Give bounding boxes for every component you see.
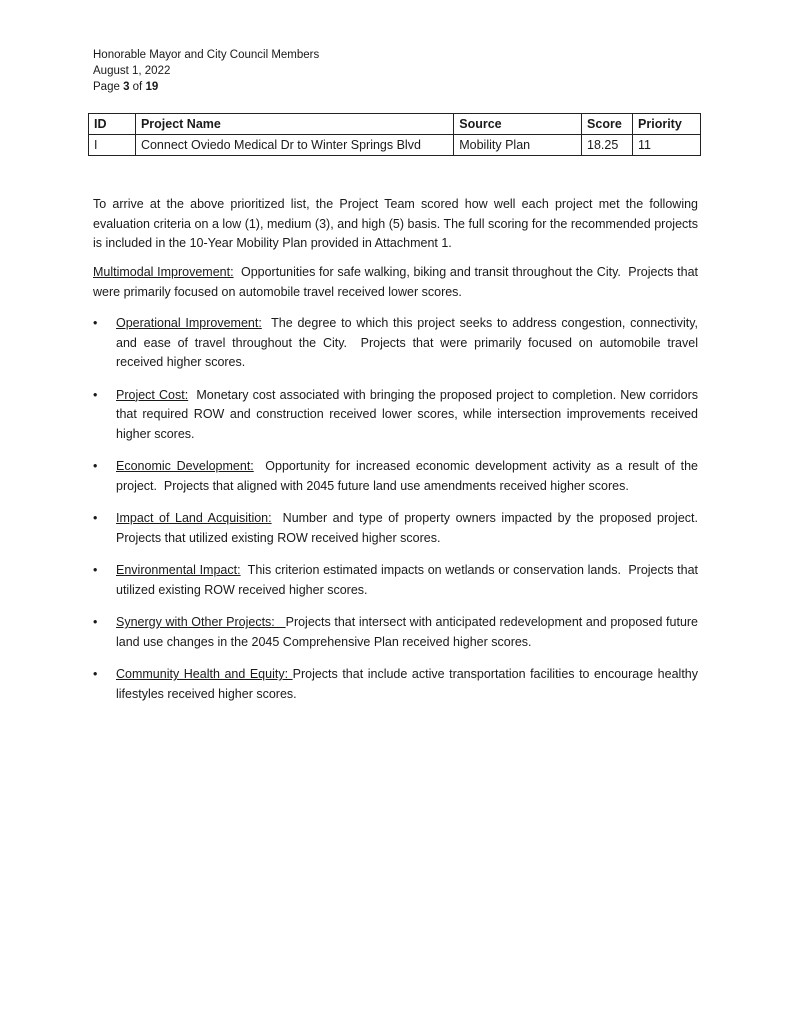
cell-source: Mobility Plan bbox=[454, 135, 582, 156]
list-item bbox=[93, 386, 702, 445]
list-item bbox=[93, 613, 698, 652]
cell-id: I bbox=[89, 135, 136, 156]
multimodal-paragraph bbox=[93, 263, 702, 302]
cell-priority: 11 bbox=[633, 135, 701, 156]
criterion-title: Economic Development: bbox=[116, 459, 254, 473]
list-item bbox=[93, 314, 702, 373]
criterion-text: Opportunity for increased economic development activity as a result of the project. Projects that aligned with 2045 future land use amendments received higher scores. bbox=[116, 459, 702, 493]
column-header-id: ID bbox=[89, 114, 136, 135]
table-row bbox=[89, 135, 701, 156]
bullet-icon: • bbox=[93, 387, 98, 402]
list-item bbox=[93, 457, 702, 496]
column-header-score: Score bbox=[582, 114, 633, 135]
criteria-list bbox=[93, 314, 705, 717]
criterion-title: Environmental Impact: bbox=[116, 563, 241, 577]
bullet-icon: • bbox=[93, 563, 98, 577]
criterion-text: Monetary cost associated with bringing the proposed project to completion. New corridors that required ROW and construction received lower scores, while intersection improvements received higher scores. bbox=[116, 387, 702, 441]
bullet-icon: • bbox=[93, 511, 98, 525]
criterion-title: Impact of Land Acquisition: bbox=[116, 511, 272, 525]
criterion-text: Projects that include active transportation facilities to encourage healthy lifestyles received higher scores. bbox=[116, 667, 698, 701]
criterion-title: Operational Improvement: bbox=[116, 316, 262, 330]
criterion-text: This criterion estimated impacts on wetlands or conservation lands. Projects that utilized existing ROW received higher scores. bbox=[116, 563, 702, 597]
recipient-line: Honorable Mayor and City Council Members bbox=[93, 49, 320, 61]
criterion-title: Project Cost: bbox=[116, 387, 189, 402]
page-number-line: Page 3 of 19 bbox=[93, 81, 159, 93]
list-item bbox=[93, 665, 698, 704]
criterion-text: Number and type of property owners impacted by the proposed project. Projects that utilized existing ROW received higher scores. bbox=[116, 511, 705, 545]
criterion-title: Synergy with Other Projects: bbox=[116, 615, 286, 629]
bullet-icon: • bbox=[93, 667, 98, 681]
intro-paragraph: To arrive at the above prioritized list, the Project Team scored how well each project met the following evaluation criteria on a low (1), medium (3), and high (5) basis. The full scoring for the recommended projects is included in the 10-Year Mobility Plan provided in Attachment 1. bbox=[93, 197, 698, 250]
column-header-project-name: Project Name bbox=[135, 114, 453, 135]
list-item bbox=[93, 509, 705, 548]
column-header-priority: Priority bbox=[633, 114, 701, 135]
cell-score: 18.25 bbox=[582, 135, 633, 156]
column-header-source: Source bbox=[454, 114, 582, 135]
letter-header bbox=[93, 47, 319, 95]
criterion-text: Opportunities for safe walking, biking and transit throughout the City. Projects that were primarily focused on automobile travel received lower scores. bbox=[93, 265, 702, 299]
project-table bbox=[88, 113, 701, 156]
table-header-row bbox=[89, 114, 701, 135]
criterion-title: Community Health and Equity: bbox=[116, 667, 293, 681]
page-current: 3 bbox=[123, 81, 130, 93]
list-item bbox=[93, 561, 702, 600]
bullet-icon: • bbox=[93, 615, 98, 629]
page-total: 19 bbox=[145, 81, 159, 93]
date-line: August 1, 2022 bbox=[93, 65, 171, 77]
criterion-text: Projects that intersect with anticipated redevelopment and proposed future land use changes in the 2045 Comprehensive Plan received higher scores. bbox=[116, 615, 699, 649]
criterion-text: The degree to which this project seeks to address congestion, connectivity, and ease of travel throughout the City. Projects that were primarily focused on automobile travel received higher scores. bbox=[116, 316, 702, 369]
criterion-title: Multimodal Improvement: bbox=[93, 265, 234, 279]
bullet-icon: • bbox=[93, 316, 98, 330]
cell-project-name: Connect Oviedo Medical Dr to Winter Springs Blvd bbox=[135, 135, 453, 156]
bullet-icon: • bbox=[93, 459, 98, 473]
